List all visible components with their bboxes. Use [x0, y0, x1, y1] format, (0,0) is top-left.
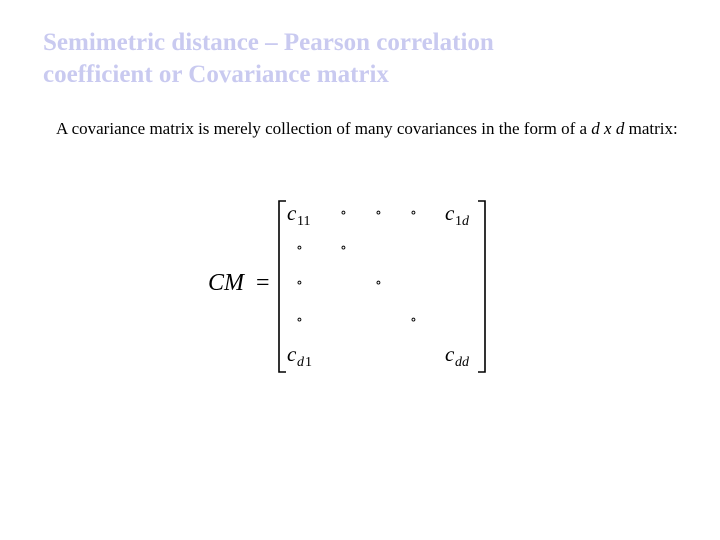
svg-text:1: 1 [305, 355, 312, 370]
body-text-lead: A covariance matrix is merely collection of many covariances in the form of a [56, 119, 592, 138]
svg-text:dd: dd [455, 355, 469, 370]
matrix-entry-cdd [445, 342, 470, 370]
matrix-placeholder: ∘ [296, 313, 303, 328]
svg-text:d: d [462, 214, 469, 229]
covariance-matrix-equation [200, 193, 500, 379]
svg-text:c: c [445, 201, 455, 225]
matrix-placeholder: ∘ [296, 276, 303, 291]
matrix-placeholder: ∘ [296, 241, 303, 256]
slide-title-line-1: Semimetric distance – Pearson correlation [43, 29, 494, 56]
body-text-dimension: d x d [591, 119, 625, 138]
matrix-entry-c1d [445, 201, 470, 229]
matrix-svg [200, 193, 500, 379]
matrix-placeholder: ∘ [340, 206, 347, 221]
matrix-entry-cd1 [287, 342, 312, 370]
body-text-tail: matrix: [624, 119, 678, 138]
body-paragraph [56, 119, 703, 139]
slide-title [43, 27, 683, 91]
right-bracket [478, 201, 485, 372]
equation-lhs: CM [208, 270, 244, 296]
svg-text:1: 1 [455, 214, 462, 229]
matrix-placeholder: ∘ [340, 241, 347, 256]
matrix-placeholder: ∘ [410, 313, 417, 328]
left-bracket [279, 201, 286, 372]
matrix-placeholder: ∘ [375, 206, 382, 221]
slide-title-line-2: coefficient or Covariance matrix [43, 61, 389, 88]
matrix-entry-c11 [287, 201, 310, 229]
svg-text:c: c [445, 342, 455, 366]
svg-text:c: c [287, 342, 297, 366]
svg-text:d: d [297, 355, 304, 370]
equation-equals-sign: = [256, 270, 270, 296]
matrix-placeholder: ∘ [410, 206, 417, 221]
svg-text:11: 11 [297, 214, 311, 229]
matrix-placeholder: ∘ [375, 276, 382, 291]
svg-text:c: c [287, 201, 297, 225]
